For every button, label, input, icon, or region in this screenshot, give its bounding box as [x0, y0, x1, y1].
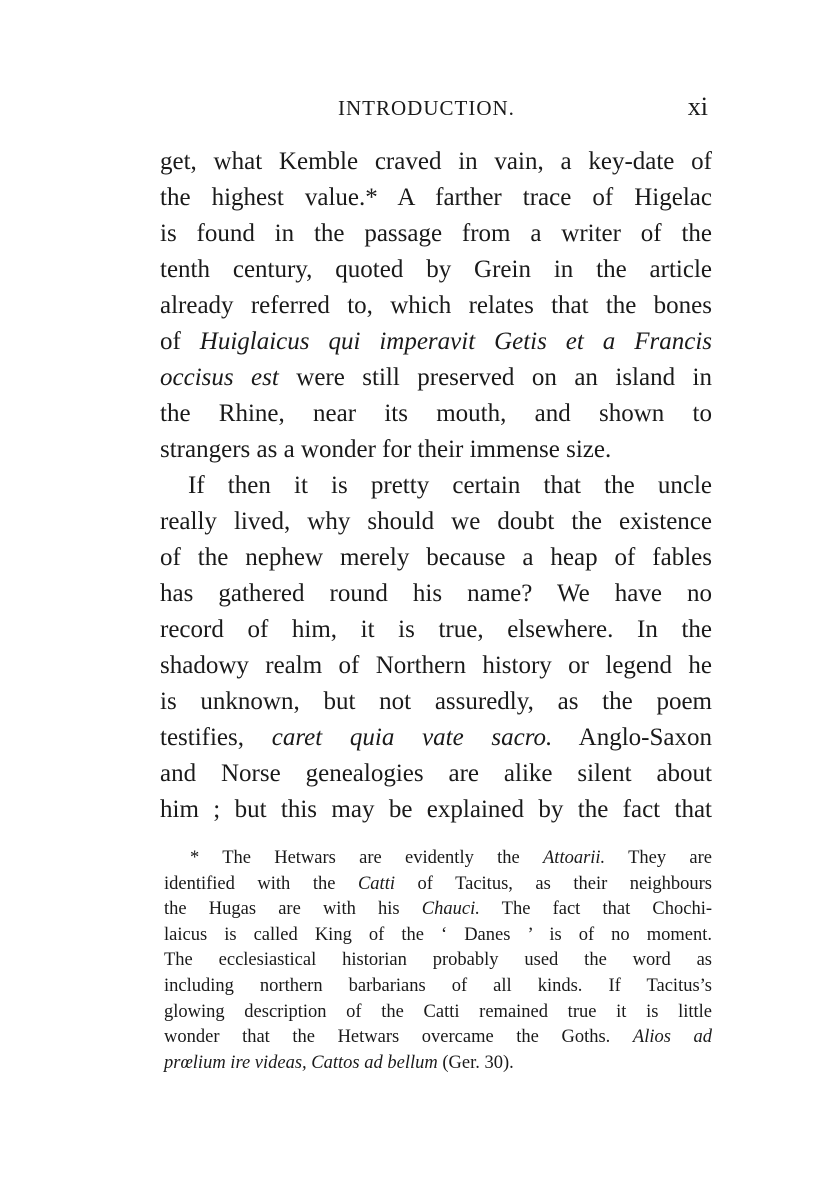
page-number: xi [687, 92, 708, 121]
footnote-line: wonder that the Hetwars overcame the Goths. Alios ad [164, 1027, 713, 1048]
text-line: and Norse genealogies are alike silent about [160, 760, 712, 787]
footnote-line: * The Hetwars are evidently the Attoarii. They are [190, 848, 712, 868]
latin-quote: Huiglaicus qui imperavit Getis et a Francis [199, 328, 713, 355]
text-line: testifies, caret quia vate sacro. Anglo-Saxon [160, 724, 712, 751]
text-line: get, what Kemble craved in vain, a key-date of [160, 148, 712, 175]
footnote-line: prœlium ire videas, Cattos ad bellum (Ger. 30). [164, 1052, 514, 1073]
text-line: him ; but this may be explained by the fact that [160, 796, 712, 823]
footnote [164, 846, 712, 1076]
running-title: INTRODUCTION. [338, 96, 515, 120]
text-line: already referred to, which relates that the bones [160, 292, 712, 319]
latin-quote: caret quia vate sacro. [271, 724, 553, 751]
footnote-line: including northern barbarians of all kinds. If Tacitus’s [164, 975, 712, 996]
text-line: the highest value.* A farther trace of Higelac [160, 184, 712, 211]
latin-quote: occisus est [160, 364, 279, 391]
paragraph-start-line: If then it is pretty certain that the uncle [188, 472, 712, 499]
text-line: has gathered round his name? We have no [160, 580, 712, 607]
text-line: shadowy realm of Northern history or legend he [160, 652, 712, 679]
footnote-line: identified with the Catti of Tacitus, as their neighbours [164, 873, 712, 894]
text-line: is unknown, but not assuredly, as the poem [160, 688, 712, 715]
text-line: record of him, it is true, elsewhere. In the [160, 616, 712, 643]
text-line: the Rhine, near its mouth, and shown to [160, 400, 712, 427]
main-text [160, 144, 712, 828]
text-line: tenth century, quoted by Grein in the article [160, 256, 712, 283]
text-line: strangers as a wonder for their immense size. [160, 436, 612, 463]
footnote-line: The ecclesiastical historian probably used the word as [164, 950, 712, 971]
text-line: occisus est were still preserved on an island in [160, 364, 712, 391]
text-line: is found in the passage from a writer of the [160, 220, 712, 247]
text-line: of Huiglaicus qui imperavit Getis et a Francis [160, 328, 713, 355]
running-head [160, 92, 712, 130]
text-line: really lived, why should we doubt the existence [160, 508, 712, 535]
text-line: of the nephew merely because a heap of fables [160, 544, 712, 571]
footnote-line: the Hugas are with his Chauci. The fact that Chochi- [164, 899, 712, 920]
footnote-line: laicus is called King of the ‘ Danes ’ is of no moment. [164, 924, 712, 945]
footnote-line: glowing description of the Catti remained true it is little [164, 1001, 712, 1022]
